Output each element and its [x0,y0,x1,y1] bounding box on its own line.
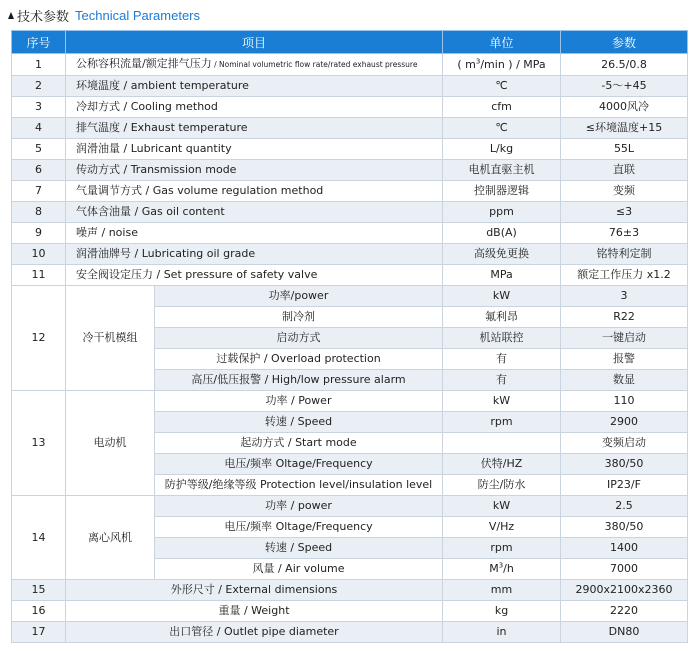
row-unit: ppm [443,202,561,223]
row-value: 一键启动 [561,328,688,349]
section-heading [8,5,200,25]
row-value: 报警 [561,349,688,370]
row-value: 1400 [561,538,688,559]
col-header-item: 项目 [66,31,443,54]
group-name: 电动机 [66,391,155,496]
row-item: 出口管径 / Outlet pipe diameter [66,622,443,643]
row-value: 2220 [561,601,688,622]
row-value: 7000 [561,559,688,580]
row-item: 排气温度 / Exhaust temperature [66,118,443,139]
row-value: 直联 [561,160,688,181]
spec-table [11,30,688,643]
row-item: 润滑油量 / Lubricant quantity [66,139,443,160]
row-unit: rpm [443,538,561,559]
row-item: 气量调节方式 / Gas volume regulation method [66,181,443,202]
row-item: 公称容积流量/额定排气压力 / Nominal volumetric flow rate/rated exhaust pressure [66,54,443,76]
table-row [12,622,688,643]
row-unit: kW [443,496,561,517]
table-row [12,118,688,139]
row-value: 55L [561,139,688,160]
row-item: 传动方式 / Transmission mode [66,160,443,181]
row-unit: V/Hz [443,517,561,538]
table-row [12,202,688,223]
table-row [12,223,688,244]
row-no: 16 [12,601,66,622]
row-item: 转速 / Speed [155,412,443,433]
row-value: IP23/F [561,475,688,496]
row-no: 2 [12,76,66,97]
table-row [12,496,688,517]
row-unit: 控制器逻辑 [443,181,561,202]
row-item: 防护等级/绝缘等级 Protection level/insulation level [155,475,443,496]
col-header-unit: 单位 [443,31,561,54]
row-item: 重量 / Weight [66,601,443,622]
row-unit: in [443,622,561,643]
row-unit: ℃ [443,76,561,97]
row-no: 1 [12,54,66,76]
row-value: 数显 [561,370,688,391]
row-unit: cfm [443,97,561,118]
row-value: 110 [561,391,688,412]
row-item: 功率 / power [155,496,443,517]
row-value: 4000风冷 [561,97,688,118]
row-value: 变频 [561,181,688,202]
group-name: 冷干机模组 [66,286,155,391]
row-unit: mm [443,580,561,601]
group-no: 12 [12,286,66,391]
heading-en: Technical Parameters [75,7,201,23]
row-value: ≤环境温度+15 [561,118,688,139]
row-unit: 有 [443,349,561,370]
row-no: 11 [12,265,66,286]
col-header-no: 序号 [12,31,66,54]
row-item: 安全阀设定压力 / Set pressure of safety valve [66,265,443,286]
row-no: 17 [12,622,66,643]
row-no: 5 [12,139,66,160]
row-value: 变频启动 [561,433,688,454]
heading-cn: 技术参数 [17,9,70,25]
row-value: 2900 [561,412,688,433]
row-value: 76±3 [561,223,688,244]
row-unit: ℃ [443,118,561,139]
row-no: 9 [12,223,66,244]
row-no: 15 [12,580,66,601]
group-name: 离心风机 [66,496,155,580]
row-item: 噪声 / noise [66,223,443,244]
row-no: 10 [12,244,66,265]
table-row [12,54,688,76]
row-item: 风量 / Air volume [155,559,443,580]
row-item: 气体含油量 / Gas oil content [66,202,443,223]
row-unit: $M^3/h$ [443,559,561,580]
row-item: 电压/频率 Oltage/Frequency [155,517,443,538]
row-value: 额定工作压力 x1.2 [561,265,688,286]
row-value: ≤3 [561,202,688,223]
table-row [12,286,688,307]
row-no: 4 [12,118,66,139]
row-unit: dB(A) [443,223,561,244]
table-row [12,391,688,412]
table-row [12,160,688,181]
row-item: 润滑油牌号 / Lubricating oil grade [66,244,443,265]
row-no: 6 [12,160,66,181]
row-item: 起动方式 / Start mode [155,433,443,454]
row-item: 高压/低压报警 / High/low pressure alarm [155,370,443,391]
row-unit: kg [443,601,561,622]
row-value: DN80 [561,622,688,643]
row-value: 3 [561,286,688,307]
row-item: 过载保护 / Overload protection [155,349,443,370]
group-no: 13 [12,391,66,496]
row-no: 8 [12,202,66,223]
row-unit: kW [443,391,561,412]
row-item: 制冷剂 [155,307,443,328]
row-item: 功率/power [155,286,443,307]
row-value: 2900x2100x2360 [561,580,688,601]
row-item: 电压/频率 Oltage/Frequency [155,454,443,475]
table-row [12,181,688,202]
table-header-row [12,31,688,54]
row-value: 铭特利定制 [561,244,688,265]
table-row [12,601,688,622]
row-item: 启动方式 [155,328,443,349]
table-row [12,76,688,97]
row-unit: L/kg [443,139,561,160]
row-item: 环境温度 / ambient temperature [66,76,443,97]
group-no: 14 [12,496,66,580]
table-row [12,97,688,118]
col-header-value: 参数 [561,31,688,54]
triangle-bullet-icon [8,12,14,19]
table-row [12,139,688,160]
row-item: 冷却方式 / Cooling method [66,97,443,118]
row-unit: kW [443,286,561,307]
row-unit: rpm [443,412,561,433]
table-row [12,265,688,286]
row-item: 外形尺寸 / External dimensions [66,580,443,601]
row-value: 380/50 [561,454,688,475]
row-unit: MPa [443,265,561,286]
row-unit: 高级免更换 [443,244,561,265]
row-unit [443,433,561,454]
row-unit: 有 [443,370,561,391]
row-value: R22 [561,307,688,328]
row-unit: 氟利昂 [443,307,561,328]
row-unit: 电机直驱主机 [443,160,561,181]
row-no: 7 [12,181,66,202]
row-item: 功率 / Power [155,391,443,412]
row-unit: 防尘/防水 [443,475,561,496]
row-value: 380/50 [561,517,688,538]
row-value: 2.5 [561,496,688,517]
table-row [12,244,688,265]
row-value: 26.5/0.8 [561,54,688,76]
row-unit: 伏特/HZ [443,454,561,475]
row-unit: 机站联控 [443,328,561,349]
row-item: 转速 / Speed [155,538,443,559]
row-value: -5～+45 [561,76,688,97]
table-row [12,580,688,601]
row-no: 3 [12,97,66,118]
row-unit: ( $m^3/\min$ ) / MPa [443,54,561,76]
